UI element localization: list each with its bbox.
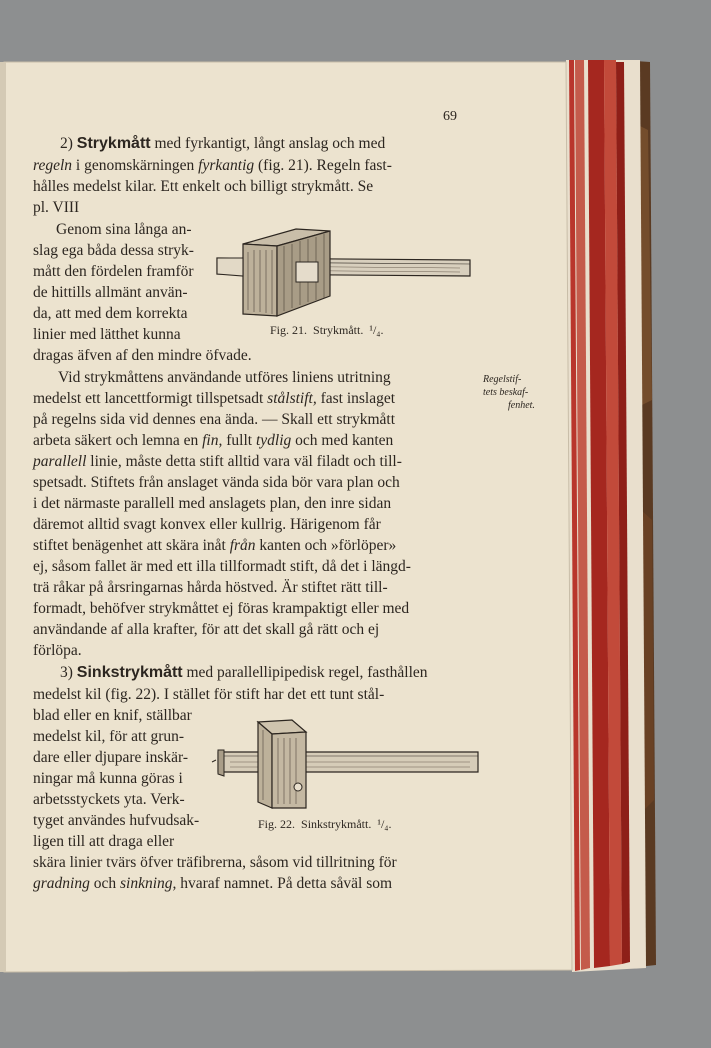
fig22-label: Fig. 22.: [258, 817, 296, 831]
para1-line2: [33, 156, 392, 177]
emph-fin: fin,: [202, 432, 223, 449]
emph-parallell: parallell: [33, 453, 87, 470]
fig21-label: Fig. 21.: [270, 323, 308, 337]
para2-line1: Genom sina långa an-: [56, 221, 192, 238]
para1-line4: pl. VIII: [33, 199, 80, 216]
heading-strykmatt: Strykmått: [76, 135, 151, 152]
para3-line8: däremot alltid svagt konvex eller kullrig. Härigenom får: [33, 516, 381, 533]
page-number: 69: [443, 109, 457, 124]
para4-line11: [33, 874, 392, 895]
para4-narrow-line7: ligen till att draga eller: [33, 833, 175, 850]
para3-line6: spetsadt. Stiftets från anslaget vända sida bör vara plan och: [33, 474, 400, 491]
para3-line13: användande af alla krafter, för att det skall gå rätt och ej: [33, 621, 380, 638]
emph-regeln: regeln: [33, 157, 73, 174]
text-span: stiftet benägenhet att skära inåt: [33, 537, 230, 554]
para4-line10: skära linier tvärs öfver träfibrerna, såsom vid tillritning för: [33, 854, 397, 871]
para3-line3: på regelns sida vid dennes ena ända. — Skall ett strykmått: [33, 411, 396, 428]
emph-sinkning: sinkning,: [119, 875, 177, 892]
fig22-title: Sinkstrykmått.: [301, 817, 372, 831]
margin-note-line1: Regelstif-: [483, 374, 522, 385]
para2-line5: da, att med dem korrekta: [33, 305, 188, 322]
text-span: fast inslaget: [316, 390, 396, 407]
para3-line11: trä råkar på årsringarnas hårda höstved. Är stiftet rätt till-: [33, 579, 388, 596]
para4-line1: [60, 663, 428, 684]
para4-narrow-line6: tyget användes hufvudsak-: [33, 812, 200, 829]
page-shadow: [0, 62, 6, 972]
text-span: kanten och »förlöper»: [255, 537, 397, 554]
para4-line1-rest: med parallellipipedisk regel, fasthållen: [182, 664, 428, 681]
para3-line5: [33, 452, 402, 473]
text-span: fullt: [222, 432, 256, 449]
page-edges: [566, 60, 646, 972]
para2-line7: dragas äfven af den mindre öfvade.: [33, 347, 252, 364]
para2-line2: slag ega båda dessa stryk-: [33, 242, 194, 259]
para3-line9: [33, 536, 396, 557]
text-span: (fig. 21). Regeln fast-: [254, 157, 392, 174]
para1-line1: [60, 134, 385, 155]
fig22-scale: ¹/₄.: [377, 817, 392, 831]
text-span: och: [89, 875, 120, 892]
para3-line7: i det närmaste parallell med anslagets plan, den inre sidan: [33, 495, 392, 512]
emph-tydlig: tydlig: [255, 432, 292, 449]
heading-sinkstrykmatt: Sinkstrykmått: [76, 664, 183, 681]
emph-stalstift: stålstift,: [267, 390, 317, 407]
emph-fyrkantig: fyrkantig: [198, 157, 255, 174]
para4-narrow-line2: medelst kil, för att grun-: [33, 728, 185, 745]
text-span: linie, måste detta stift alltid vara väl filadt och till-: [86, 453, 402, 470]
figure-21-caption: [270, 320, 383, 341]
para3-line4: [33, 431, 393, 452]
emph-gradning: gradning: [33, 875, 90, 892]
para4-narrow-line1: blad eller en knif, ställbar: [33, 707, 192, 724]
text-span: i genomskärningen: [72, 157, 199, 174]
fig21-title: Strykmått.: [313, 323, 364, 337]
text-span: hvaraf namnet. På detta såväl som: [176, 875, 393, 892]
margin-note-line2: tets beskaf-: [483, 387, 529, 398]
para3-line14: förlöpa.: [33, 642, 82, 659]
figure-22-caption: [258, 814, 391, 835]
margin-note-line3: fenhet.: [508, 400, 535, 411]
text-span: arbeta säkert och lemna en: [33, 432, 203, 449]
para2-line3: mått den fördelen framför: [33, 263, 194, 280]
para4-narrow-line4: ningar må kunna göras i: [33, 770, 183, 787]
para3-line12: formadt, behöfver strykmåttet ej föras krampaktigt eller med: [33, 600, 410, 617]
para3-line1: Vid strykmåttens användande utföres liniens utritning: [58, 369, 391, 386]
para4-line2: medelst kil (fig. 22). I stället för stift har det ett tunt stål-: [33, 686, 385, 703]
emph-fran: från: [229, 537, 256, 554]
fig21-scale: ¹/₄.: [369, 323, 384, 337]
para3-line10: ej, såsom fallet är med ett illa tillformadt stift, då det i längd-: [33, 558, 411, 575]
para2-line6: linier med lätthet kunna: [33, 326, 181, 343]
text-span: och med kanten: [291, 432, 394, 449]
para1-line3: hålles medelst kilar. Ett enkelt och billigt strykmått. Se: [33, 178, 374, 195]
para1-line1-rest: med fyrkantigt, långt anslag och med: [150, 135, 386, 152]
para3-line2: [33, 389, 395, 410]
section-3-number: 3): [60, 664, 77, 681]
para4-narrow-line5: arbetsstyckets yta. Verk-: [33, 791, 185, 808]
para4-narrow-line3: dare eller djupare inskär-: [33, 749, 189, 766]
section-2-number: 2): [60, 135, 77, 152]
text-span: medelst ett lancettformigt tillspetsadt: [33, 390, 268, 407]
para2-line4: de hittills allmänt använ-: [33, 284, 188, 301]
